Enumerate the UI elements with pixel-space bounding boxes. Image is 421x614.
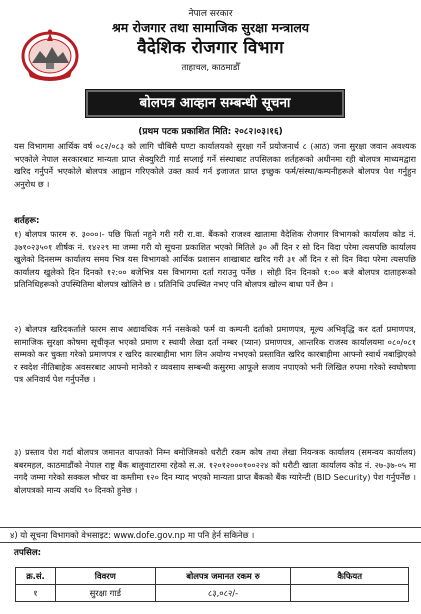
column-header: बोलपत्र जमानत रकम रु [155,568,291,585]
table-cell: सुरक्षा गार्ड [55,585,155,602]
condition-3: ३) प्रस्ताव पेश गर्दा बोलपत्र जमानत वापतको निम्न बमोजिमको धरौटी रकम कोष तथा लेखा नियन्त्रक कार्यालय (समन्वय कार्यालय) बबरमहल, काठमाडौंको नेपाल राष्ट्र बैंक बालुवाटारमा रहेको स.अ. १२०१२०००१००२२४ को धरौटी खाता कार्यालय कोड नं. २७-३७-०५ मा नगदै जम्मा गरेको सक्कल भौचर वा कम्तीमा १२० दिन म्याद भएको मान्यता प्राप्त बैंकको बैंक ग्यारेन्टी (BID Security) पेश गर्नुपर्नेछ । बोलपत्रको मान्य अवधि ९० दिनको हुनेछ । [14,447,416,495]
government-label: नेपाल सरकार [188,9,233,19]
conditions-heading: शर्तहरू: [14,216,40,226]
table-header-row [16,568,409,585]
ministry-name: श्रम रोजगार तथा सामाजिक सुरक्षा मन्त्रालय [111,20,310,35]
column-header: क्र.सं. [16,568,56,585]
condition-1: १) बोलपत्र फारम रु. ३०००।- पछि फिर्ता नहुने गरी गरी रा.वा. बैंकको राजश्व खातामा वैदेशिक रोजगार विभागको कार्यालय कोड नं. ३७१०२३५०१ शीर्षक नं. १४२२९ मा जम्मा गरी यो सूचना प्रकाशित भएको मितिले ३० औं दिन र सो दिन विदा परेमा त्यसपछि कार्यालय खुलेको दिनसम्म कार्यालय समय भित्र यस विभागको आर्थिक प्रशासन शाखाबाट खरिद गरी ३१ औं दिन र सो दिन विदा परेमा त्यसपछि कार्यालय खुलेको दिन दिनको १२:०० बजेभित्र यस विभागमा दर्ता गराउनु पर्नेछ । सोही दिन दिनको १:०० बजे बोलपत्र दाताहरूको प्रतिनिधिहरूको उपस्थितिमा बोलपत्र खोलिने छ । प्रतिनिधि उपस्थित नभए पनि बोलपत्र खोल्न बाधा पर्ने छैन । [14,229,416,290]
column-header: कैफियत [291,568,409,585]
office-address: ताहाचल, काठमाडौँ [181,63,240,73]
publication-date: (प्रथम पटक प्रकाशित मिति: २०८२।०३।१६) [138,127,283,137]
table-cell: ८३,०८२/- [155,585,291,602]
intro-paragraph: यस विभागमा आर्थिक वर्ष ०८२/०८३ को लागि चौबिसै घण्टा कार्यालयको सुरक्षा गर्ने प्रयोजनार्थ ८ (आठ) जना सुरक्षा जवान अवश्यक भएकोले नेपाल सरकारबाट मान्यता प्राप्त सेक्युरिटी गार्ड सप्लाई गर्ने संस्थाबाट तपसिलका शर्तहरूको अधीनमा रही बोलपत्र माध्यमद्वारा खरिद गर्नुपर्ने भएकोले बोलपत्र आह्वान गरिएकोले उक्त कार्य गर्न इजाजत प्राप्त इच्छुक फर्म/संस्था/कम्पनीहरूले बोलपत्र पेश गर्नुहुन अनुरोध छ । [14,141,416,189]
column-header: विवरण [55,568,155,585]
department-name: वैदेशिक रोजगार विभाग [137,38,284,58]
condition-2: २) बोलपत्र खरिदकर्ताले फारम साथ अद्यावधिक गर्न नसकेको फर्म वा कम्पनी दर्ताको प्रमाणपत्र, मूल्य अभिवृद्धि कर दर्ता प्रमाणपत्र, सामाजिक सुरक्षा कोषमा सूचीकृत भएको प्रमाण र स्थायी लेखा दर्ता नम्बर (प्यान) प्रमाणपत्र, आन्तरिक राजस्व कार्यालयमा ०८०/०८१ सम्मको कर चुक्ता गरेको प्रमाणपत्र र खरिद कारबाहीमा भाग लिन अयोग्य नभएको प्रस्तावित खरिद कारबाहीमा आफ्नो स्वार्थ नबाझिएको र स्वदेश नीतिबाहेक अवसरबाट आफ्नो मानेको र व्यवसाय सम्बन्धी कसुरमा आफूले सजाय नपाएको भनी लिखित रुपमा गरेको स्वघोषणा पत्र अनिवार्य पेश गर्नुपर्नेछ । [14,324,416,385]
annex-heading: तपसिल: [14,548,42,558]
table-row [16,585,409,602]
table-cell: १ [16,585,56,602]
notice-title: बोलपत्र आव्हान सम्बन्धी सूचना [86,90,344,117]
condition-4: ४) यो सूचना विभागको वेभसाइट: www.dofe.gov.np मा पनि हेर्न सकिनेछ । [0,527,421,543]
table-cell [291,585,409,602]
annex-table [15,567,409,602]
header [0,0,421,90]
